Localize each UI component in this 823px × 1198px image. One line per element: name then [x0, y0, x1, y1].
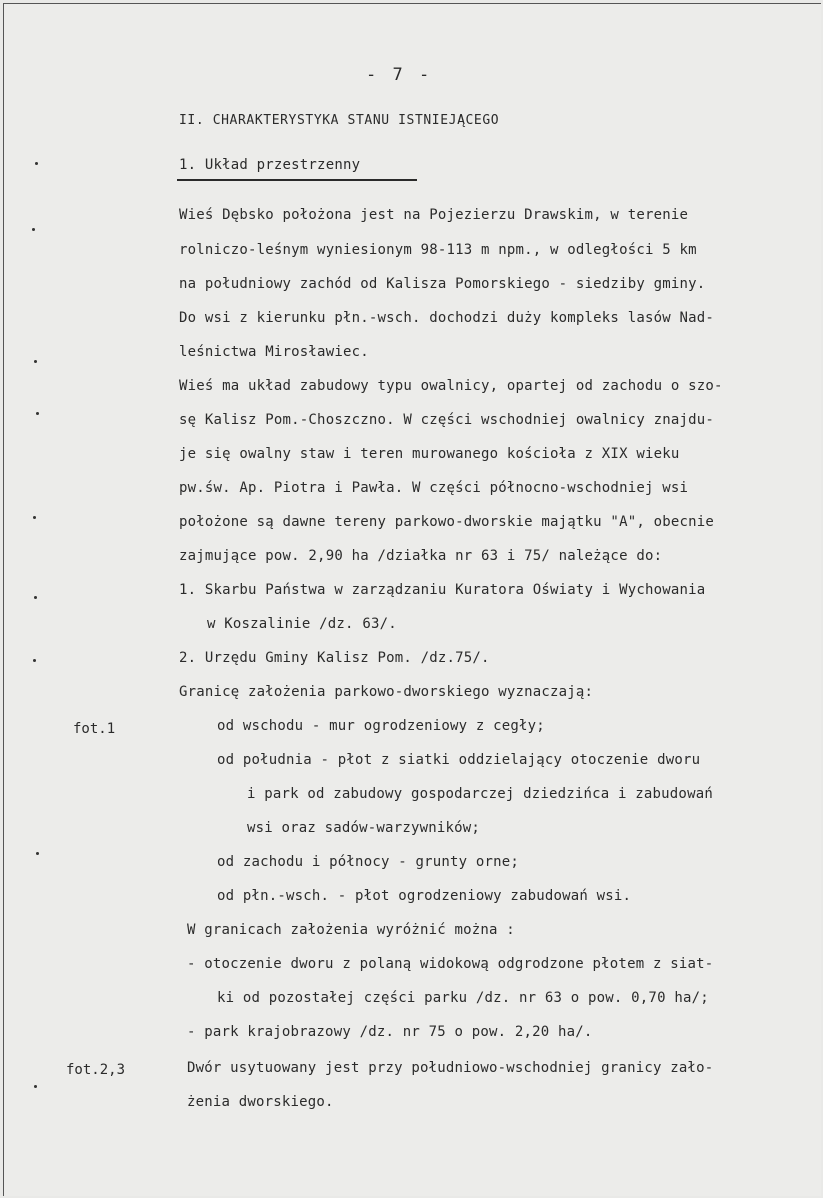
body-line: je się owalny staw i teren murowanego kościoła z XIX wieku — [179, 446, 680, 462]
body-line: Do wsi z kierunku płn.-wsch. dochodzi duży kompleks lasów Nad- — [179, 310, 714, 326]
list-item: - park krajobrazowy /dz. nr 75 o pow. 2,20 ha/. — [187, 1024, 593, 1040]
list-item-continuation: ki od pozostałej części parku /dz. nr 63 o pow. 0,70 ha/; — [217, 990, 709, 1006]
boundary-item: od południa - płot z siatki oddzielający otoczenie dworu — [217, 752, 701, 768]
body-line: Granicę założenia parkowo-dworskiego wyznaczają: — [179, 684, 594, 700]
margin-mark — [36, 852, 39, 855]
subsection-title: 1. Układ przestrzenny — [179, 157, 361, 173]
list-item: 2. Urzędu Gminy Kalisz Pom. /dz.75/. — [179, 650, 490, 666]
list-item-continuation: w Koszalinie /dz. 63/. — [207, 616, 397, 632]
boundary-item: od wschodu - mur ogrodzeniowy z cegły; — [217, 718, 545, 734]
boundary-item: od płn.-wsch. - płot ogrodzeniowy zabudowań wsi. — [217, 888, 632, 904]
margin-mark — [34, 1085, 37, 1088]
margin-mark — [32, 228, 35, 231]
body-line: Wieś ma układ zabudowy typu owalnicy, opartej od zachodu o szo- — [179, 378, 723, 394]
document-page — [3, 3, 821, 1196]
margin-mark — [34, 360, 37, 363]
page-number: - 7 - — [366, 65, 433, 85]
boundary-item-continuation: wsi oraz sadów-warzywników; — [247, 820, 480, 836]
photo-reference: fot.1 — [73, 721, 116, 737]
body-line: leśnictwa Mirosławiec. — [179, 344, 369, 360]
margin-mark — [33, 659, 36, 662]
body-line: zajmujące pow. 2,90 ha /działka nr 63 i 75/ należące do: — [179, 548, 663, 564]
body-line: Dwór usytuowany jest przy południowo-wschodniej granicy zało- — [187, 1060, 714, 1076]
photo-reference: fot.2,3 — [66, 1062, 126, 1078]
margin-mark — [36, 412, 39, 415]
subsection-underline — [177, 179, 417, 181]
body-line: żenia dworskiego. — [187, 1094, 334, 1110]
body-line: pw.św. Ap. Piotra i Pawła. W części północno-wschodniej wsi — [179, 480, 689, 496]
body-line: Wieś Dębsko położona jest na Pojezierzu Drawskim, w terenie — [179, 207, 689, 223]
margin-mark — [35, 162, 38, 165]
body-line: rolniczo-leśnym wyniesionym 98-113 m npm., w odległości 5 km — [179, 242, 697, 258]
body-line: na południowy zachód od Kalisza Pomorskiego - siedziby gminy. — [179, 276, 706, 292]
boundary-item: od zachodu i północy - grunty orne; — [217, 854, 520, 870]
body-line: położone są dawne tereny parkowo-dworskie majątku "A", obecnie — [179, 514, 714, 530]
list-item: 1. Skarbu Państwa w zarządzaniu Kuratora Oświaty i Wychowania — [179, 582, 706, 598]
margin-mark — [34, 596, 37, 599]
margin-mark — [33, 516, 36, 519]
body-line: sę Kalisz Pom.-Choszczno. W części wschodniej owalnicy znajdu- — [179, 412, 714, 428]
body-line: W granicach założenia wyróżnić można : — [187, 922, 515, 938]
list-item: - otoczenie dworu z polaną widokową odgrodzone płotem z siat- — [187, 956, 714, 972]
section-title: II. CHARAKTERYSTYKA STANU ISTNIEJĄCEGO — [179, 113, 500, 128]
boundary-item-continuation: i park od zabudowy gospodarczej dziedzińca i zabudowań — [247, 786, 713, 802]
